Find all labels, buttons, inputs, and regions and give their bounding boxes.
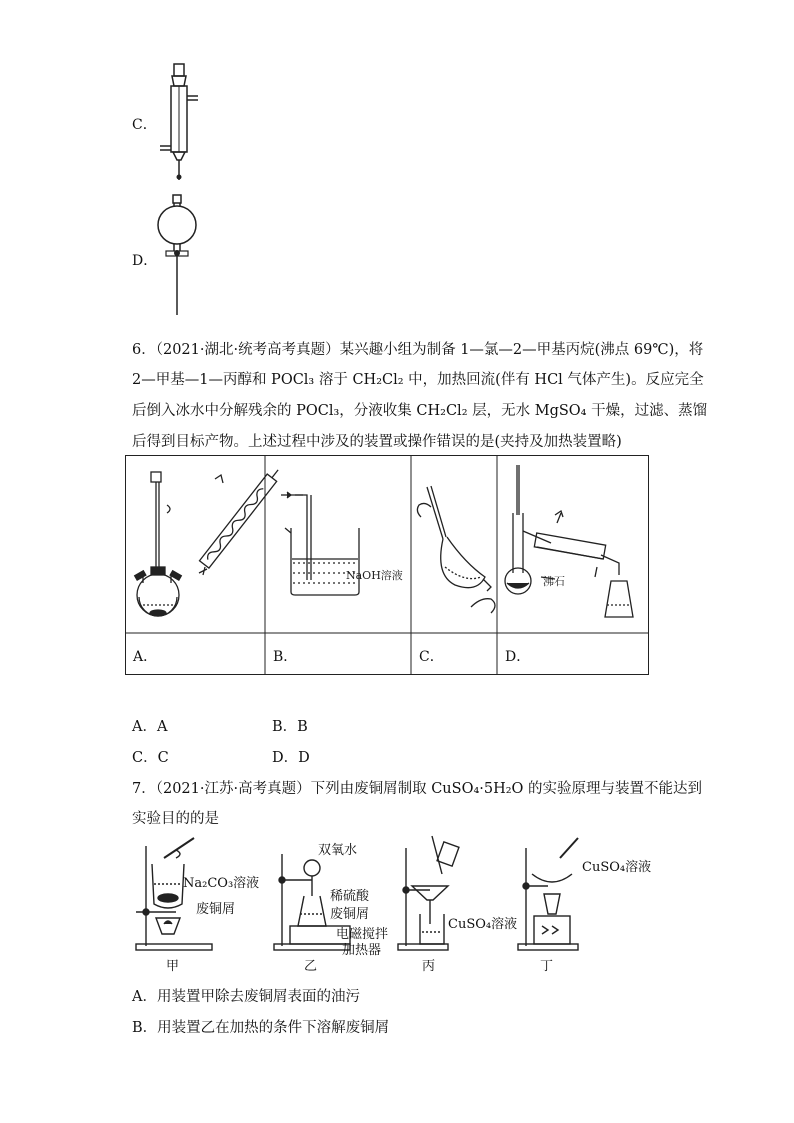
q6-cell-label-b: B．	[273, 649, 298, 665]
q6-boiling-chip-label: 沸石	[543, 575, 565, 588]
q6-naoh-label: NaOH溶液	[346, 569, 403, 582]
q6-apparatus-d	[505, 465, 633, 617]
q6-cell-label-c: C．	[419, 649, 444, 665]
q7-yi-solid-label: 废铜屑	[330, 907, 370, 922]
q6-choice-b[interactable]: B．B	[272, 719, 308, 735]
q5-option-d-apparatus	[150, 193, 210, 318]
q7-apparatus-ding	[518, 838, 578, 950]
q7-yi-top-label: 双氧水	[318, 843, 358, 858]
q7-yi-heater-label-1: 电磁搅拌	[336, 927, 389, 942]
q7-caption-ding: 丁	[540, 959, 554, 974]
q5-option-d-label: D．	[132, 253, 158, 269]
q7-line-1: 7．（2021·江苏·高考真题）下列由废铜屑制取 CuSO₄·5H₂O 的实验原理与装置不能达到	[132, 781, 703, 797]
q6-choice-a[interactable]: A．A	[132, 719, 168, 735]
q7-caption-bing: 丙	[422, 959, 436, 974]
q7-apparatus-jia	[136, 838, 212, 950]
q6-choice-c[interactable]: C．C	[132, 750, 169, 766]
q7-jia-solid-label: 废铜屑	[196, 902, 236, 917]
q5-option-c-apparatus	[150, 60, 210, 185]
q7-caption-yi: 乙	[304, 959, 318, 974]
q6-apparatus-a	[135, 466, 283, 616]
q7-caption-jia: 甲	[166, 959, 180, 974]
q6-cell-label-d: D．	[505, 649, 531, 665]
q7-jia-reagent-label: Na₂CO₃溶液	[183, 876, 260, 891]
q6-line-1: 6．（2021·湖北·统考高考真题）某兴趣小组为制备 1—氯—2—甲基丙烷(沸点 69℃)，将	[132, 342, 704, 358]
q5-option-c-label: C．	[132, 117, 157, 133]
q6-line-4: 后得到目标产物。上述过程中涉及的装置或操作错误的是(夹持及加热装置略)	[132, 434, 622, 450]
q7-apparatus-bing	[398, 836, 459, 950]
q6-choice-d[interactable]: D．D	[272, 750, 310, 766]
q7-yi-acid-label: 稀硫酸	[330, 889, 370, 904]
q6-cell-label-a: A．	[133, 649, 158, 665]
q6-line-2: 2—甲基—1—丙醇和 POCl₃ 溶于 CH₂Cl₂ 中，加热回流(伴有 HCl 气体产生)。反应完全	[132, 372, 704, 388]
q7-ding-label: CuSO₄溶液	[582, 860, 652, 875]
q7-apparatus-figure	[128, 834, 668, 974]
q7-yi-heater-label-2: 加热器	[342, 943, 382, 958]
q7-line-2: 实验目的的是	[132, 811, 219, 827]
q7-option-b[interactable]: B．用装置乙在加热的条件下溶解废铜屑	[132, 1020, 390, 1036]
q6-apparatus-table	[125, 455, 649, 675]
q6-line-3: 后倒入冰水中分解残余的 POCl₃，分液收集 CH₂Cl₂ 层，无水 MgSO₄ 干燥，过滤、蒸馏	[132, 403, 708, 419]
q7-bing-label: CuSO₄溶液	[448, 917, 518, 932]
q6-apparatus-c	[417, 486, 495, 613]
q7-option-a[interactable]: A．用装置甲除去废铜屑表面的油污	[132, 989, 360, 1005]
